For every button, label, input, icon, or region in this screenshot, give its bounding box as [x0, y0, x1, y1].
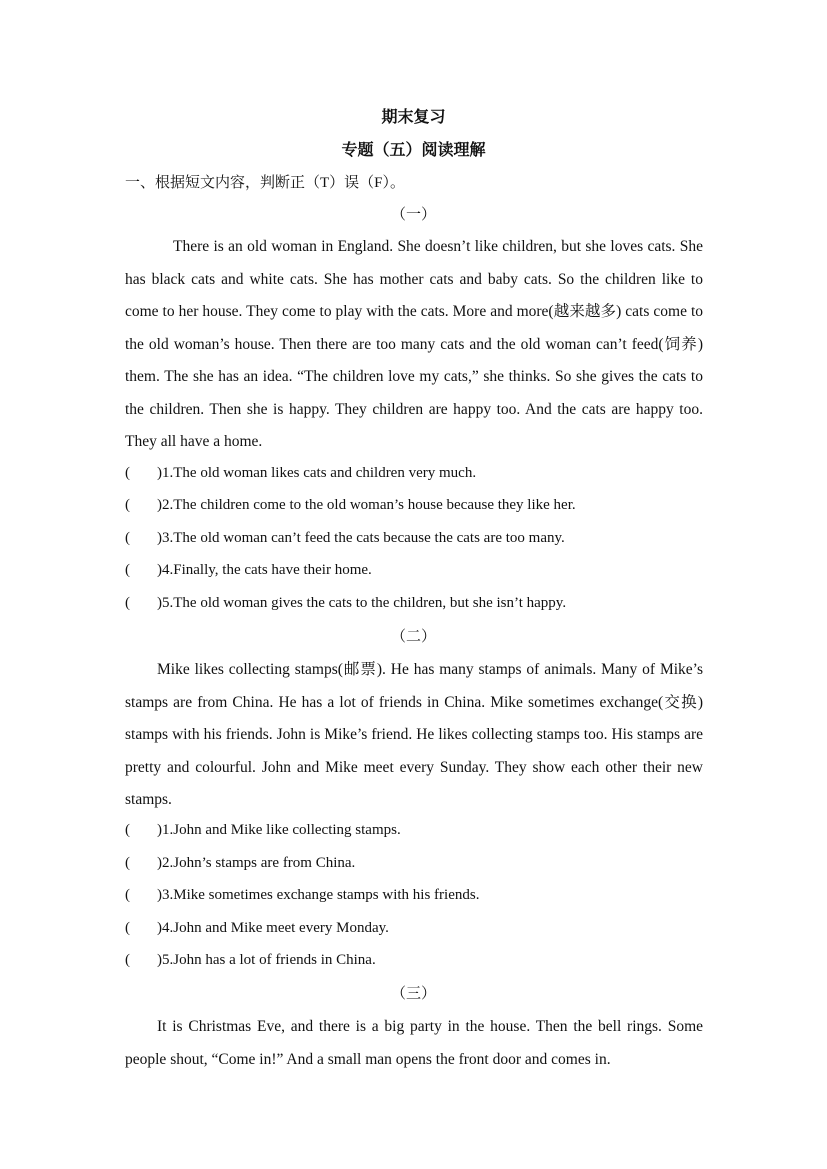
instruction: 一、根据短文内容，判断正（T）误（F）。 — [125, 175, 406, 191]
question-item — [125, 497, 576, 514]
answer-bracket[interactable]: ( — [125, 920, 130, 936]
question-text: )5.John has a lot of friends in China. — [157, 952, 376, 968]
question-text: )4.John and Mike meet every Monday. — [157, 920, 389, 936]
page-subtitle: 专题（五）阅读理解 — [341, 142, 486, 159]
question-item — [125, 952, 376, 969]
answer-bracket[interactable]: ( — [125, 530, 130, 546]
question-text: )3.Mike sometimes exchange stamps with his friends. — [157, 887, 480, 903]
question-item — [125, 595, 566, 612]
passage-1: There is an old woman in England. She doesn’t like children, but she loves cats. She has black cats and white cats. She has mother cats and baby cats. So the children like to come to her house. They come to play with the cats. More and more(越来越多) cats come to the old woman’s house. Then there are too many cats and the old woman can’t feed(饲养) them. The she has an idea. “The children love my cats,” she thinks. So she gives the cats to the children. Then she is happy. They children are happy too. And the cats are happy too. They all have a home. — [125, 238, 703, 450]
question-item — [125, 530, 565, 547]
question-item — [125, 920, 389, 937]
answer-bracket[interactable]: ( — [125, 497, 130, 513]
question-text: )1.The old woman likes cats and children very much. — [157, 465, 477, 481]
answer-bracket[interactable]: ( — [125, 822, 130, 838]
page-title: 期末复习 — [381, 109, 446, 126]
answer-bracket[interactable]: ( — [125, 562, 130, 578]
question-item — [125, 855, 355, 872]
section-label-1: （一） — [390, 207, 436, 223]
question-text: )4.Finally, the cats have their home. — [157, 562, 372, 578]
answer-bracket[interactable]: ( — [125, 855, 130, 871]
question-text: )2.John’s stamps are from China. — [157, 855, 356, 871]
answer-bracket[interactable]: ( — [125, 952, 130, 968]
question-item — [125, 562, 372, 579]
passage-2: Mike likes collecting stamps(邮票). He has many stamps of animals. Many of Mike’s stamps are from China. He has a lot of friends in China. Mike sometimes exchange(交换) stamps with his friends. John is Mike’s friend. He likes collecting stamps too. His stamps are pretty and colourful. John and Mike meet every Sunday. They show each other their new stamps. — [125, 661, 703, 808]
question-item — [125, 822, 401, 839]
question-text: )2.The children come to the old woman’s house because they like her. — [157, 497, 576, 513]
question-item — [125, 887, 479, 904]
question-text: )3.The old woman can’t feed the cats because the cats are too many. — [157, 530, 565, 546]
question-text: )5.The old woman gives the cats to the children, but she isn’t happy. — [157, 595, 567, 611]
passage-3: It is Christmas Eve, and there is a big party in the house. Then the bell rings. Some people shout, “Come in!” And a small man opens the front door and comes in. — [125, 1018, 703, 1068]
answer-bracket[interactable]: ( — [125, 595, 130, 611]
section-label-2: （二） — [390, 629, 436, 645]
answer-bracket[interactable]: ( — [125, 465, 130, 481]
answer-bracket[interactable]: ( — [125, 887, 130, 903]
question-text: )1.John and Mike like collecting stamps. — [157, 822, 401, 838]
section-label-3: （三） — [390, 986, 436, 1002]
question-item — [125, 465, 476, 482]
